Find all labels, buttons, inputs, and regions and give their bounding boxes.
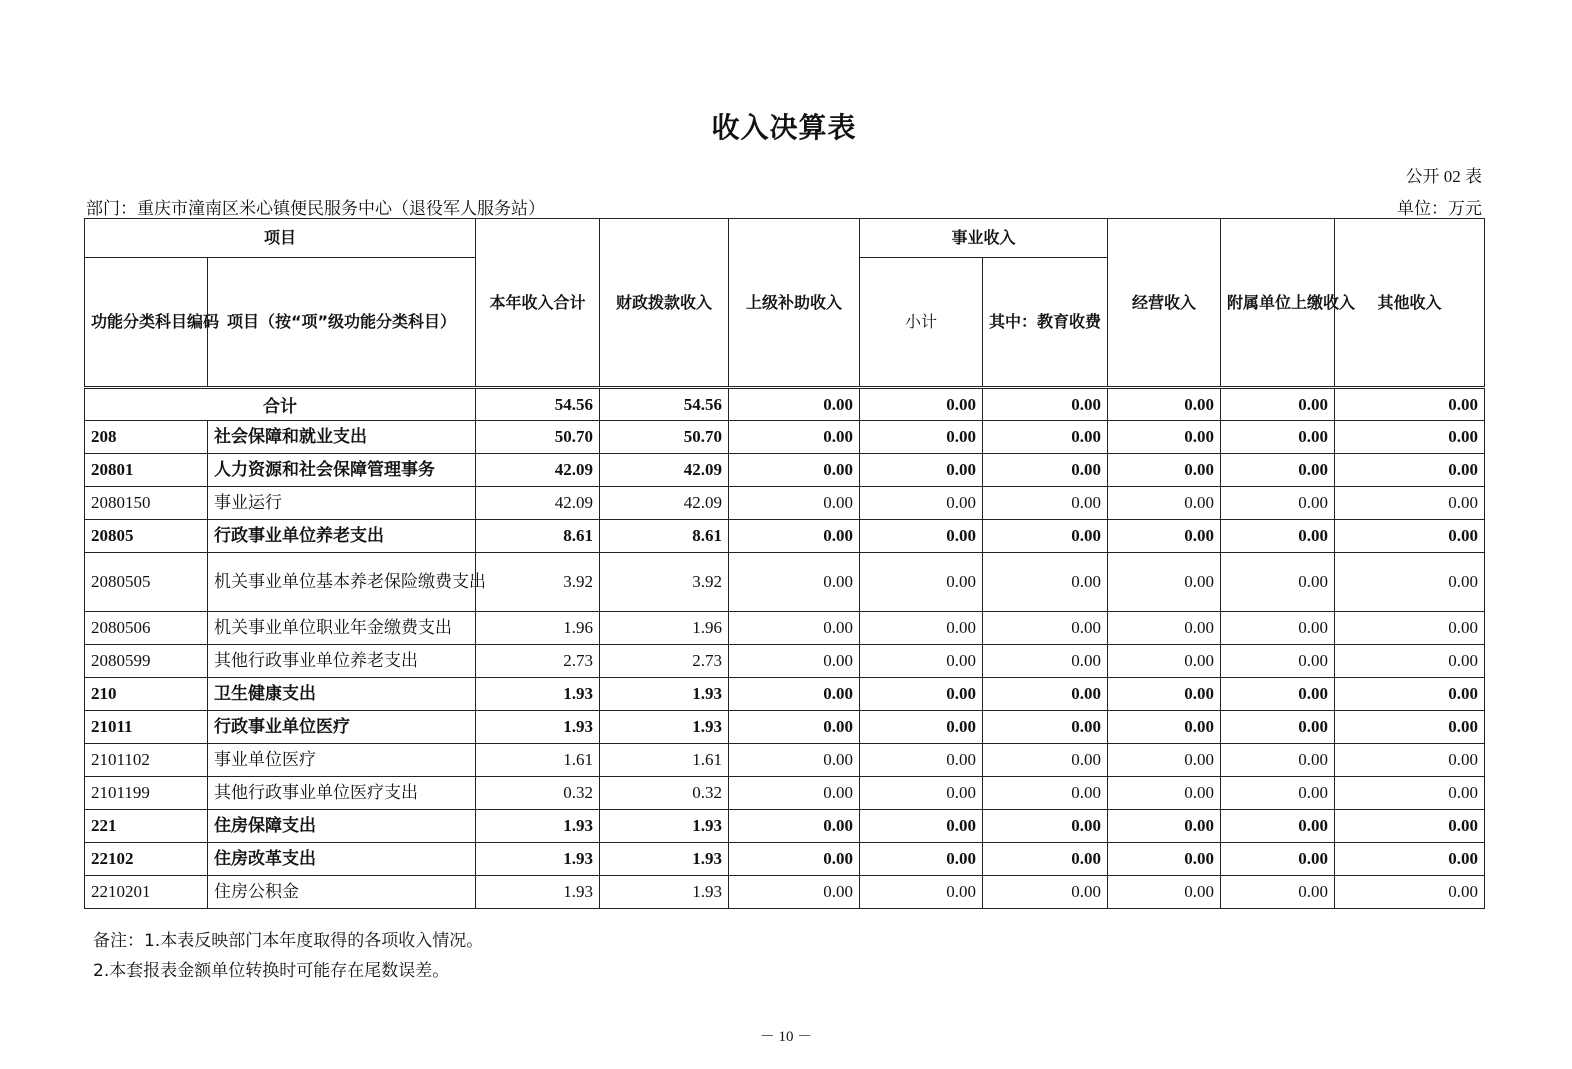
row-value: 0.00 bbox=[1335, 520, 1485, 553]
row-value: 0.00 bbox=[729, 876, 860, 909]
row-value: 0.00 bbox=[1221, 553, 1335, 612]
row-code: 20805 bbox=[85, 520, 208, 553]
row-value: 0.00 bbox=[983, 487, 1108, 520]
row-value: 0.00 bbox=[729, 454, 860, 487]
row-value: 50.70 bbox=[476, 421, 600, 454]
row-value: 0.00 bbox=[729, 777, 860, 810]
total-value: 54.56 bbox=[600, 388, 729, 421]
row-name: 人力资源和社会保障管理事务 bbox=[208, 454, 476, 487]
row-value: 0.00 bbox=[1221, 520, 1335, 553]
row-value: 0.00 bbox=[1108, 454, 1221, 487]
row-value: 0.00 bbox=[1221, 612, 1335, 645]
row-value: 0.00 bbox=[1221, 744, 1335, 777]
row-name: 机关事业单位职业年金缴费支出 bbox=[208, 612, 476, 645]
notes bbox=[93, 926, 483, 986]
row-code: 221 bbox=[85, 810, 208, 843]
row-value: 1.93 bbox=[476, 678, 600, 711]
row-value: 1.61 bbox=[476, 744, 600, 777]
row-name: 事业单位医疗 bbox=[208, 744, 476, 777]
header-total-income: 本年收入合计 bbox=[476, 219, 600, 388]
note-line: 2.本套报表金额单位转换时可能存在尾数误差。 bbox=[93, 961, 450, 981]
row-name: 住房保障支出 bbox=[208, 810, 476, 843]
row-name: 行政事业单位医疗 bbox=[208, 711, 476, 744]
row-value: 0.00 bbox=[729, 421, 860, 454]
row-value: 0.00 bbox=[860, 454, 983, 487]
row-value: 0.32 bbox=[600, 777, 729, 810]
row-value: 0.00 bbox=[1335, 421, 1485, 454]
form-number: 公开 02 表 bbox=[1405, 167, 1482, 186]
row-code: 2080506 bbox=[85, 612, 208, 645]
row-value: 0.00 bbox=[983, 520, 1108, 553]
row-value: 0.00 bbox=[1108, 553, 1221, 612]
row-value: 0.00 bbox=[860, 421, 983, 454]
row-value: 0.00 bbox=[1221, 876, 1335, 909]
row-name: 机关事业单位基本养老保险缴费支出 bbox=[208, 553, 476, 612]
row-value: 42.09 bbox=[476, 454, 600, 487]
row-name: 行政事业单位养老支出 bbox=[208, 520, 476, 553]
row-value: 0.00 bbox=[860, 777, 983, 810]
row-value: 0.00 bbox=[1221, 487, 1335, 520]
row-value: 50.70 bbox=[600, 421, 729, 454]
row-value: 0.00 bbox=[860, 678, 983, 711]
row-value: 0.00 bbox=[860, 744, 983, 777]
row-value: 0.00 bbox=[1335, 487, 1485, 520]
row-code: 20801 bbox=[85, 454, 208, 487]
header-code: 功能分类科目编码 bbox=[85, 258, 208, 388]
row-name: 卫生健康支出 bbox=[208, 678, 476, 711]
table-row bbox=[85, 520, 1485, 553]
row-value: 2.73 bbox=[476, 645, 600, 678]
row-value: 1.93 bbox=[600, 876, 729, 909]
row-value: 0.00 bbox=[983, 645, 1108, 678]
row-value: 0.00 bbox=[1335, 612, 1485, 645]
table-row bbox=[85, 678, 1485, 711]
row-value: 0.00 bbox=[983, 454, 1108, 487]
row-value: 42.09 bbox=[476, 487, 600, 520]
row-value: 0.00 bbox=[983, 744, 1108, 777]
row-code: 22102 bbox=[85, 843, 208, 876]
row-value: 0.00 bbox=[1221, 711, 1335, 744]
row-code: 2080150 bbox=[85, 487, 208, 520]
row-value: 0.00 bbox=[1108, 645, 1221, 678]
row-value: 0.00 bbox=[860, 810, 983, 843]
page-title: 收入决算表 bbox=[711, 111, 857, 144]
row-value: 42.09 bbox=[600, 487, 729, 520]
row-code: 210 bbox=[85, 678, 208, 711]
row-value: 1.93 bbox=[476, 711, 600, 744]
row-value: 1.96 bbox=[476, 612, 600, 645]
row-value: 0.00 bbox=[1221, 421, 1335, 454]
row-value: 0.00 bbox=[1108, 777, 1221, 810]
row-value: 42.09 bbox=[600, 454, 729, 487]
row-value: 1.96 bbox=[600, 612, 729, 645]
row-value: 0.00 bbox=[1221, 777, 1335, 810]
row-value: 0.00 bbox=[1108, 810, 1221, 843]
row-value: 0.00 bbox=[729, 612, 860, 645]
table-row bbox=[85, 421, 1485, 454]
row-value: 0.00 bbox=[983, 612, 1108, 645]
header-education: 其中：教育收费 bbox=[983, 258, 1108, 388]
income-table bbox=[84, 218, 1485, 909]
row-code: 2101102 bbox=[85, 744, 208, 777]
table-row bbox=[85, 876, 1485, 909]
row-value: 1.93 bbox=[476, 876, 600, 909]
row-value: 2.73 bbox=[600, 645, 729, 678]
total-value: 0.00 bbox=[983, 388, 1108, 421]
row-value: 1.93 bbox=[600, 843, 729, 876]
row-value: 0.00 bbox=[983, 777, 1108, 810]
header-affiliated: 附属单位上缴收入 bbox=[1221, 219, 1335, 388]
row-value: 0.00 bbox=[1108, 876, 1221, 909]
header-operating: 经营收入 bbox=[1108, 219, 1221, 388]
total-value: 54.56 bbox=[476, 388, 600, 421]
row-value: 0.00 bbox=[1108, 843, 1221, 876]
row-value: 0.00 bbox=[1221, 454, 1335, 487]
header-other: 其他收入 bbox=[1335, 219, 1485, 388]
table-row bbox=[85, 777, 1485, 810]
row-value: 0.00 bbox=[729, 711, 860, 744]
row-value: 1.93 bbox=[600, 810, 729, 843]
row-value: 0.00 bbox=[729, 645, 860, 678]
row-value: 0.00 bbox=[983, 678, 1108, 711]
note-line: 备注：1.本表反映部门本年度取得的各项收入情况。 bbox=[93, 931, 484, 951]
row-value: 0.00 bbox=[860, 843, 983, 876]
row-value: 0.00 bbox=[1335, 645, 1485, 678]
row-value: 0.00 bbox=[1335, 678, 1485, 711]
row-value: 0.00 bbox=[1108, 612, 1221, 645]
row-code: 2101199 bbox=[85, 777, 208, 810]
row-value: 0.00 bbox=[729, 487, 860, 520]
department-label: 部门：重庆市潼南区米心镇便民服务中心（退役军人服务站） bbox=[86, 199, 545, 218]
row-value: 0.00 bbox=[860, 876, 983, 909]
header-subtotal: 小计 bbox=[860, 258, 983, 388]
row-value: 0.00 bbox=[983, 876, 1108, 909]
row-value: 0.00 bbox=[1335, 454, 1485, 487]
row-name: 其他行政事业单位养老支出 bbox=[208, 645, 476, 678]
row-value: 0.00 bbox=[983, 711, 1108, 744]
header-business-group: 事业收入 bbox=[860, 219, 1108, 258]
row-value: 1.93 bbox=[476, 810, 600, 843]
row-value: 0.00 bbox=[729, 843, 860, 876]
row-value: 0.00 bbox=[1335, 777, 1485, 810]
row-value: 0.00 bbox=[729, 678, 860, 711]
total-row bbox=[85, 388, 1485, 421]
row-value: 0.00 bbox=[983, 553, 1108, 612]
row-value: 8.61 bbox=[600, 520, 729, 553]
row-code: 21011 bbox=[85, 711, 208, 744]
row-name: 住房改革支出 bbox=[208, 843, 476, 876]
row-value: 1.93 bbox=[476, 843, 600, 876]
row-value: 0.00 bbox=[1108, 711, 1221, 744]
row-value: 0.00 bbox=[1335, 876, 1485, 909]
row-value: 1.93 bbox=[600, 678, 729, 711]
table-row bbox=[85, 744, 1485, 777]
row-value: 0.32 bbox=[476, 777, 600, 810]
row-value: 0.00 bbox=[1221, 843, 1335, 876]
row-name: 事业运行 bbox=[208, 487, 476, 520]
table-row bbox=[85, 454, 1485, 487]
row-value: 0.00 bbox=[1221, 810, 1335, 843]
row-value: 0.00 bbox=[1108, 520, 1221, 553]
row-value: 0.00 bbox=[860, 553, 983, 612]
row-value: 0.00 bbox=[860, 487, 983, 520]
total-label: 合计 bbox=[85, 388, 476, 421]
table-row bbox=[85, 487, 1485, 520]
row-value: 0.00 bbox=[1335, 843, 1485, 876]
row-value: 0.00 bbox=[1108, 744, 1221, 777]
total-value: 0.00 bbox=[860, 388, 983, 421]
row-value: 3.92 bbox=[476, 553, 600, 612]
row-name: 住房公积金 bbox=[208, 876, 476, 909]
table-row bbox=[85, 553, 1485, 612]
row-value: 0.00 bbox=[729, 553, 860, 612]
table-row bbox=[85, 645, 1485, 678]
total-value: 0.00 bbox=[1221, 388, 1335, 421]
row-value: 0.00 bbox=[860, 645, 983, 678]
row-value: 3.92 bbox=[600, 553, 729, 612]
header-project: 项目 bbox=[85, 219, 476, 258]
row-code: 208 bbox=[85, 421, 208, 454]
row-value: 0.00 bbox=[1108, 421, 1221, 454]
row-value: 0.00 bbox=[1335, 744, 1485, 777]
row-value: 1.93 bbox=[600, 711, 729, 744]
row-value: 0.00 bbox=[1221, 645, 1335, 678]
row-value: 0.00 bbox=[860, 612, 983, 645]
table-row bbox=[85, 612, 1485, 645]
header-fiscal: 财政拨款收入 bbox=[600, 219, 729, 388]
row-value: 0.00 bbox=[1221, 678, 1335, 711]
header-item: 项目（按“项”级功能分类科目） bbox=[208, 258, 476, 388]
row-value: 0.00 bbox=[729, 520, 860, 553]
row-code: 2210201 bbox=[85, 876, 208, 909]
page-number: － 10 － bbox=[759, 1029, 813, 1045]
table-row bbox=[85, 810, 1485, 843]
row-value: 0.00 bbox=[983, 810, 1108, 843]
row-value: 0.00 bbox=[1335, 810, 1485, 843]
row-value: 0.00 bbox=[983, 843, 1108, 876]
table-row bbox=[85, 711, 1485, 744]
table-row bbox=[85, 843, 1485, 876]
total-value: 0.00 bbox=[729, 388, 860, 421]
header-superior: 上级补助收入 bbox=[729, 219, 860, 388]
total-value: 0.00 bbox=[1335, 388, 1485, 421]
row-value: 8.61 bbox=[476, 520, 600, 553]
row-value: 0.00 bbox=[1108, 678, 1221, 711]
row-value: 0.00 bbox=[860, 711, 983, 744]
total-value: 0.00 bbox=[1108, 388, 1221, 421]
row-name: 社会保障和就业支出 bbox=[208, 421, 476, 454]
row-value: 0.00 bbox=[729, 744, 860, 777]
row-code: 2080599 bbox=[85, 645, 208, 678]
row-value: 0.00 bbox=[1335, 711, 1485, 744]
row-value: 1.61 bbox=[600, 744, 729, 777]
row-code: 2080505 bbox=[85, 553, 208, 612]
row-value: 0.00 bbox=[860, 520, 983, 553]
row-name: 其他行政事业单位医疗支出 bbox=[208, 777, 476, 810]
unit-label: 单位：万元 bbox=[1397, 199, 1482, 218]
row-value: 0.00 bbox=[983, 421, 1108, 454]
row-value: 0.00 bbox=[1335, 553, 1485, 612]
row-value: 0.00 bbox=[1108, 487, 1221, 520]
row-value: 0.00 bbox=[729, 810, 860, 843]
